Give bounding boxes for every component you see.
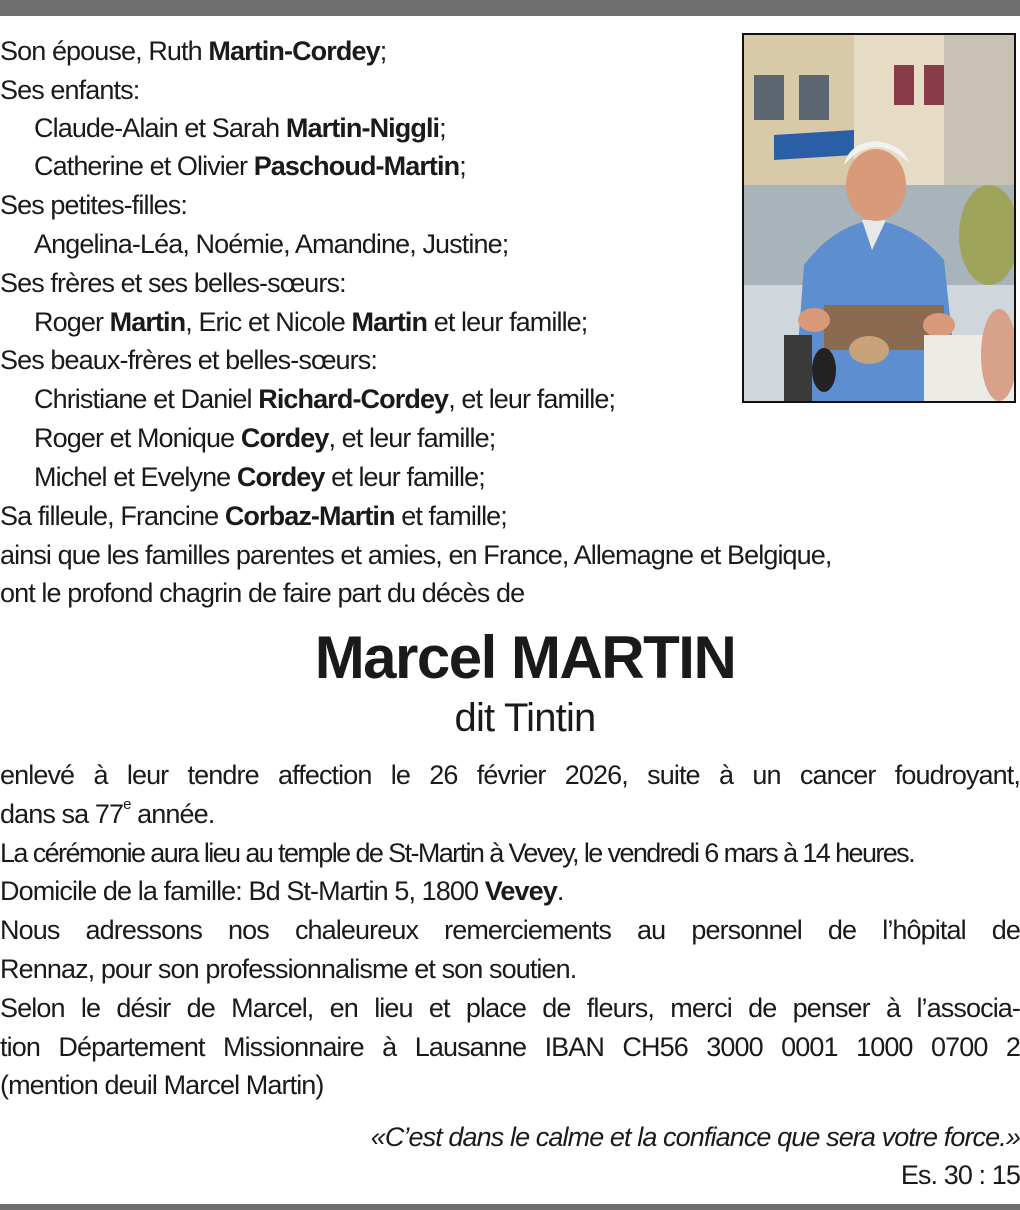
bottom-rule bbox=[0, 1204, 1020, 1210]
family-line: ont le profond chagrin de faire part du décès de bbox=[0, 578, 525, 608]
family-line: Ses frères et ses belles-sœurs: bbox=[0, 268, 346, 298]
family-line: ainsi que les familles parentes et amies, en France, Allemagne et Belgique, bbox=[0, 540, 832, 570]
bible-reference: Es. 30 : 15 bbox=[900, 1160, 1020, 1190]
family-line: Sa filleule, Francine Corbaz-Martin et famille; bbox=[0, 501, 507, 531]
body-line: dans sa 77e année. bbox=[0, 796, 215, 829]
body-line: tion Département Missionnaire à Lausanne IBAN CH56 3000 0001 1000 0700 2 bbox=[0, 1032, 1020, 1062]
family-line: Roger et Monique Cordey, et leur famille; bbox=[34, 423, 496, 453]
family-line: Christiane et Daniel Richard-Cordey, et leur famille; bbox=[34, 384, 616, 414]
body-line: Selon le désir de Marcel, en lieu et place de fleurs, merci de penser à l’associa- bbox=[0, 993, 1020, 1023]
body-line: enlevé à leur tendre affection le 26 février 2026, suite à un cancer foudroyant, bbox=[0, 760, 1020, 790]
family-line: Angelina-Léa, Noémie, Amandine, Justine; bbox=[34, 229, 509, 259]
body-line: Domicile de la famille: Bd St-Martin 5, 1800 Vevey. bbox=[0, 876, 564, 906]
ceremony-line: La cérémonie aura lieu au temple de St-Martin à Vevey, le vendredi 6 mars à 14 heures. bbox=[0, 838, 914, 868]
body-line: (mention deuil Marcel Martin) bbox=[0, 1070, 324, 1100]
deceased-name: Marcel MARTIN bbox=[314, 624, 736, 691]
family-line: Roger Martin, Eric et Nicole Martin et leur famille; bbox=[34, 307, 588, 337]
top-rule bbox=[0, 0, 1020, 16]
family-line: Catherine et Olivier Paschoud-Martin; bbox=[34, 151, 466, 181]
family-line: Ses enfants: bbox=[0, 75, 140, 105]
body-line: Rennaz, pour son professionnalisme et son soutien. bbox=[0, 954, 577, 984]
portrait-photo bbox=[742, 33, 1016, 403]
family-line: Claude-Alain et Sarah Martin-Niggli; bbox=[34, 113, 446, 143]
bible-quote: «C’est dans le calme et la confiance que sera votre force.» bbox=[370, 1122, 1020, 1152]
family-line: Ses beaux-frères et belles-sœurs: bbox=[0, 345, 377, 375]
body-line: Nous adressons nos chaleureux remerciements au personnel de l’hôpital de bbox=[0, 915, 1020, 945]
family-line: Michel et Evelyne Cordey et leur famille; bbox=[34, 462, 485, 492]
family-line: Ses petites-filles: bbox=[0, 190, 187, 220]
deceased-nickname: dit Tintin bbox=[454, 696, 596, 740]
family-line: Son épouse, Ruth Martin-Cordey; bbox=[0, 36, 387, 66]
